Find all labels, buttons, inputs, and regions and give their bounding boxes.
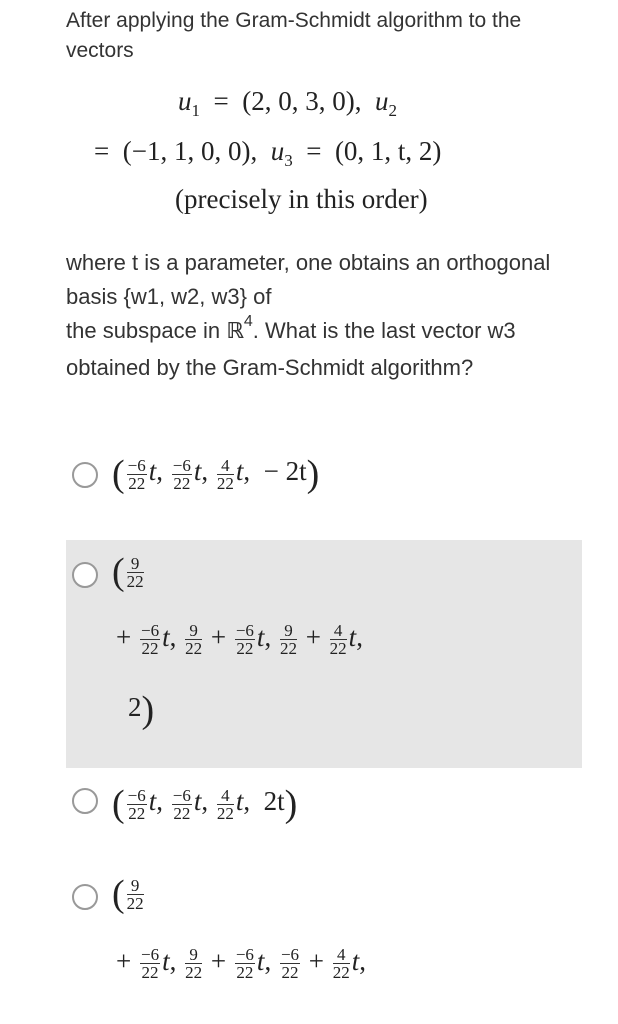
option-d-line-1: ( $\frac{9}{22}$ — [112, 873, 144, 915]
option-a-vector: ( $\frac{-6}{22}$ t, $\frac{-6}{22}$ t, $\frac{4}{22}$ t, − 2t) — [112, 453, 320, 495]
option-d-line-2: + $\frac{-6}{22}$ t, $\frac{9}{22}$ + $\frac{-6}{22}$ t, $\frac{-6}{22}$ + $\frac{4}{22}$ t, — [116, 945, 367, 983]
option-b-line-3: 2) — [128, 689, 155, 731]
order-note: (precisely in this order) — [175, 184, 428, 214]
answer-option-a[interactable] — [66, 440, 582, 520]
answer-option-d[interactable] — [66, 868, 582, 1024]
answer-option-c[interactable] — [66, 784, 582, 868]
equation-line-2: = (−1, 1, 0, 0), $u_3 = (0$, 1, t, 2) — [94, 136, 442, 170]
option-c-vector: ( $\frac{-6}{22}$ t, $\frac{-6}{22}$ t, $\frac{4}{22}$ t, 2t) — [112, 783, 298, 825]
radio-button-b[interactable] — [72, 562, 98, 588]
option-b-line-2: + $\frac{-6}{22}$ t, $\frac{9}{22}$ + $\frac{-6}{22}$ t, $\frac{9}{22}$ + $\frac{4}{22}$ t, — [116, 621, 363, 659]
option-b-line-1: ( $\frac{9}{22}$ — [112, 551, 144, 593]
radio-button-d[interactable] — [72, 884, 98, 910]
radio-button-a[interactable] — [72, 462, 98, 488]
question-intro: After applying the Gram-Schmidt algorithm to the vectors — [66, 9, 522, 62]
question-body — [66, 246, 586, 385]
radio-button-c[interactable] — [72, 788, 98, 814]
real-space-symbol: ℝ — [226, 319, 244, 344]
equation-line-1: $u_1 = (2$, 0, 3, 0), $u_2$ — [178, 86, 397, 120]
real-space-dimension: 4 — [243, 313, 253, 330]
answer-option-b[interactable] — [66, 540, 582, 768]
question-body-part1: where t is a parameter, one obtains an orthogonal basis {w1, w2, w3} of — [66, 250, 551, 309]
question-body-part2b: . What is the last vector w3 obtained by the Gram-Schmidt algorithm? — [66, 318, 516, 380]
question-body-part2a: the subspace in — [66, 318, 227, 343]
